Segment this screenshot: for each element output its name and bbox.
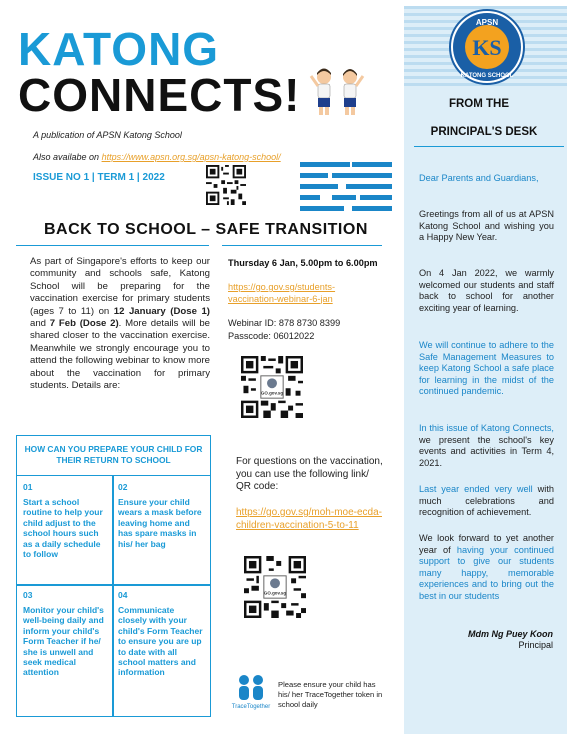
webinar-id: Webinar ID: 878 8730 8399 [228, 318, 341, 328]
decor-bar [332, 195, 356, 200]
intro-text-3: . More details will be shared closer to the vaccination exercise. Meanwhile we strongly encourage you to attend the following webinar to know more about the vaccination for primary students. Details are: [30, 318, 210, 392]
tip-number: 01 [23, 482, 33, 492]
issue-line: ISSUE NO 1 | TERM 1 | 2022 [33, 172, 165, 183]
school-logo [448, 8, 526, 86]
tip-item [23, 590, 109, 678]
tip-item [118, 590, 204, 678]
principal-paragraph-1: Greetings from all of us at APSN Katong School and wishing you a Happy New Year. [419, 209, 554, 242]
tip-text: Monitor your child's well-being daily and inform your child's Form Teacher if he/ she is unwell and seek medical attention [23, 605, 104, 678]
tip-item [23, 482, 109, 559]
availability-line [33, 152, 281, 162]
intro-date-dose1: 12 January (Dose 1) [113, 305, 210, 317]
vaccination-questions-link[interactable]: https://go.gov.sg/moh-moe-ecda-children-vaccination-5-to-11 [236, 507, 382, 531]
headline-rule-right [222, 245, 382, 246]
logo-top-text: APSN [475, 18, 499, 27]
tip-number: 03 [23, 590, 33, 600]
webinar-qr-label: GO.gov.sg [260, 390, 284, 396]
tip-item [118, 482, 204, 549]
principal-heading-line2: PRINCIPAL'S DESK [430, 126, 538, 138]
availability-prefix: Also availabe on [33, 152, 100, 162]
principal-paragraph-5 [419, 484, 554, 519]
masthead-title-line1: KATONG [18, 23, 220, 75]
decor-bar [332, 173, 392, 178]
principal-greeting: Dear Parents and Guardians, [419, 173, 539, 183]
decor-bar [300, 206, 344, 211]
website-qr-code[interactable] [206, 165, 246, 205]
tracetogether-note: Please ensure your child has his/ her TraceTogether token in school daily [278, 680, 383, 709]
webinar-qr-code[interactable] [241, 356, 303, 418]
intro-date-dose2: 7 Feb (Dose 2) [49, 318, 119, 330]
tip-text: Ensure your child wears a mask before leaving home and has spare masks in his/ her bag [118, 497, 202, 549]
principal-heading-line1: FROM THE [448, 98, 510, 110]
logo-monogram: KS [472, 35, 502, 60]
webinar-passcode: Passcode: 06012022 [228, 331, 315, 341]
principal-signature-name: Mdm Ng Puey Koon [468, 629, 553, 639]
tips-box [16, 435, 211, 717]
tip-number: 04 [118, 590, 128, 600]
principal-signature-role: Principal [518, 640, 553, 650]
intro-text-2: and [30, 318, 50, 330]
headline-rule-left [16, 245, 209, 246]
decor-bar [352, 162, 392, 167]
website-link[interactable]: https://www.apsn.org.sg/apsn-katong-school/ [101, 152, 281, 162]
vaccination-qr-label: GO.gov.sg [263, 590, 287, 596]
principal-paragraph-5b: with much celebrations and recognition of achievement. [419, 484, 554, 517]
publication-line: A publication of APSN Katong School [33, 130, 182, 140]
kids-illustration-icon [308, 66, 366, 118]
vaccination-questions: For questions on the vaccination, you can use the following link/ QR code: [236, 456, 383, 493]
principal-paragraph-5a: Last year ended very well [419, 484, 538, 494]
masthead-title-line2: CONNECTS! [18, 69, 301, 121]
principal-paragraph-4b: we present the school's key events and activities in Term 4, 2021. [419, 434, 554, 468]
principal-heading-rule [414, 146, 564, 147]
principal-paragraph-6 [419, 533, 554, 602]
tips-divider-horizontal [17, 584, 210, 586]
decor-bar [300, 173, 328, 178]
article-headline: BACK TO SCHOOL – SAFE TRANSITION [44, 221, 368, 238]
logo-bottom-text: KATONG SCHOOL [460, 73, 514, 79]
vaccination-qr-code[interactable] [244, 556, 306, 618]
principal-paragraph-3: We will continue to adhere to the Safe Management Measures to keep Katong School a safe place for learning in the midst of the continued pandemic. [419, 340, 554, 396]
tracetogether-logo [230, 670, 272, 710]
tip-text: Start a school routine to help your child adjust to the school hours such as a daily schedule to follow [23, 497, 103, 560]
webinar-date: Thursday 6 Jan, 5.00pm to 6.00pm [228, 258, 378, 268]
intro-text-1: As part of Singapore's efforts to keep our community and schools safe, Katong School will be preparing for the vaccination exercise for primary students (ages 7 to 11) on [30, 256, 210, 317]
webinar-link[interactable]: https://go.gov.sg/students-vaccination-webinar-6-jan [228, 282, 336, 304]
tracetogether-label: TraceTogether [231, 704, 271, 710]
article-intro [30, 256, 210, 392]
principal-paragraph-4a: In this issue of Katong Connects, [419, 423, 554, 433]
decor-bar [360, 195, 392, 200]
tip-text: Communicate closely with your child's Form Teacher to ensure you are up to date with all school matters and information [118, 605, 203, 678]
decor-bar [352, 206, 392, 211]
principal-paragraph-4 [419, 423, 554, 469]
decor-bar [300, 195, 320, 200]
decor-bar [300, 184, 338, 189]
tips-heading: HOW CAN YOU PREPARE YOUR CHILD FOR THEIR RETURN TO SCHOOL [17, 436, 210, 476]
principal-paragraph-6b: having your continued support to give our students many happy, memorable experiences and to bring out the best in our students [419, 544, 554, 601]
decor-bar [346, 184, 392, 189]
tips-divider-vertical [112, 476, 114, 716]
tip-number: 02 [118, 482, 128, 492]
principal-paragraph-6a: We look forward to yet another year of [419, 533, 554, 555]
principal-paragraph-2: On 4 Jan 2022, we warmly welcomed our students and staff back to school for another exciting year of learning. [419, 268, 554, 313]
decor-bar [300, 162, 350, 167]
